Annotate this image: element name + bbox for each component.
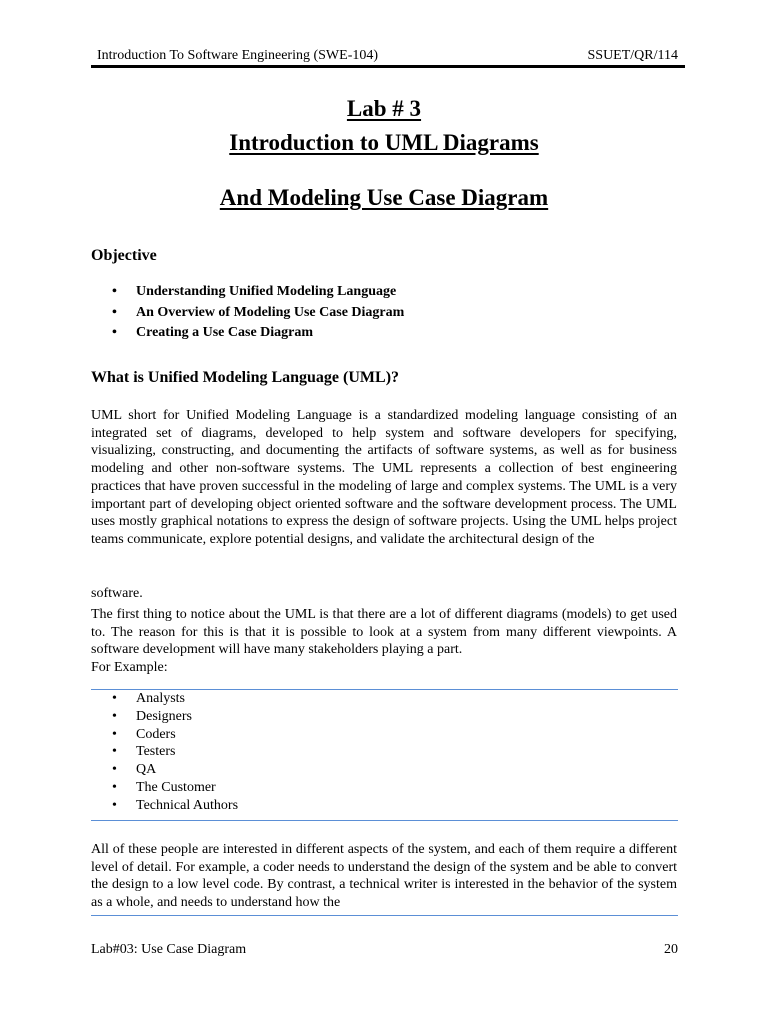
bullet-icon: • <box>112 744 117 760</box>
list-item <box>91 761 238 779</box>
stakeholder-label: Designers <box>136 708 192 724</box>
list-item <box>91 304 404 325</box>
bullet-icon: • <box>112 779 117 795</box>
lab-number-title: Lab # 3 <box>346 96 422 121</box>
stakeholder-label: Testers <box>136 744 176 760</box>
stakeholder-label: Coders <box>136 726 176 742</box>
uml-paragraph-1-tail: software. <box>91 586 143 601</box>
bullet-icon: • <box>112 284 117 299</box>
uml-paragraph-1: UML short for Unified Modeling Language is a standardized modeling language consisting of an integrated set of diagrams, developed to help system and software developers for specifying, visualizing, constructing, and documenting the artifacts of software systems, as well as for business modeling and other non-software systems. The UML represents a collection of best engineering practices that have proven successful in the modeling of large and complex systems. The UML is a very important part of developing object oriented software and the software development process. The UML uses mostly graphical notations to express the design of software projects. Using the UML helps project teams communicate, explore potential designs, and validate the architectural design of the <box>91 408 677 547</box>
objective-item-label: Creating a Use Case Diagram <box>136 325 314 340</box>
objective-list <box>91 283 404 345</box>
bullet-icon: • <box>112 708 117 724</box>
list-item <box>91 324 404 345</box>
for-example-label: For Example: <box>91 660 168 676</box>
list-item <box>91 797 238 815</box>
stakeholder-label: The Customer <box>136 779 216 795</box>
header-doc-code: SSUET/QR/114 <box>587 48 678 63</box>
divider-bottom <box>91 820 678 821</box>
list-item <box>91 743 238 761</box>
stakeholder-label: QA <box>136 762 157 778</box>
uml-section-heading: What is Unified Modeling Language (UML)? <box>91 369 400 386</box>
footer-lab-title: Lab#03: Use Case Diagram <box>91 942 247 957</box>
bullet-icon: • <box>112 304 117 320</box>
objective-heading: Objective <box>91 247 157 264</box>
footer-divider <box>91 915 678 916</box>
uml-paragraph-2-text: The first thing to notice about the UML is that there are a lot of different diagrams (models) to get used to. The reason for this is that it is possible to look at a system from many different viewpoints. A software development will have many stakeholders playing a part. <box>91 607 677 658</box>
uml-paragraph-3: All of these people are interested in different aspects of the system, and each of them require a different level of detail. For example, a coder needs to understand the design of the system and be able to convert the design to a low level code. By contrast, a technical writer is interested in the behavior of the system as a whole, and needs to understand how the <box>91 842 677 911</box>
list-item <box>91 708 238 726</box>
footer-page-number: 20 <box>664 942 678 957</box>
list-item <box>91 690 238 708</box>
uml-paragraph-2 <box>91 606 677 677</box>
stakeholder-label: Analysts <box>136 691 185 706</box>
header-rule <box>91 65 685 68</box>
bullet-icon: • <box>112 691 117 706</box>
stakeholder-list <box>91 690 238 815</box>
lab-subtopic-title: And Modeling Use Case Diagram <box>219 185 549 210</box>
lab-topic-title: Introduction to UML Diagrams <box>229 130 539 155</box>
bullet-icon: • <box>112 726 117 742</box>
objective-item-label: Understanding Unified Modeling Language <box>136 284 397 299</box>
list-item <box>91 283 404 304</box>
stakeholder-label: Technical Authors <box>136 797 239 813</box>
list-item <box>91 726 238 744</box>
bullet-icon: • <box>112 325 117 340</box>
objective-item-label: An Overview of Modeling Use Case Diagram <box>136 304 405 320</box>
bullet-icon: • <box>112 762 117 778</box>
header-course-title: Introduction To Software Engineering (SWE-104) <box>97 48 379 63</box>
bullet-icon: • <box>112 797 117 813</box>
list-item <box>91 779 238 797</box>
